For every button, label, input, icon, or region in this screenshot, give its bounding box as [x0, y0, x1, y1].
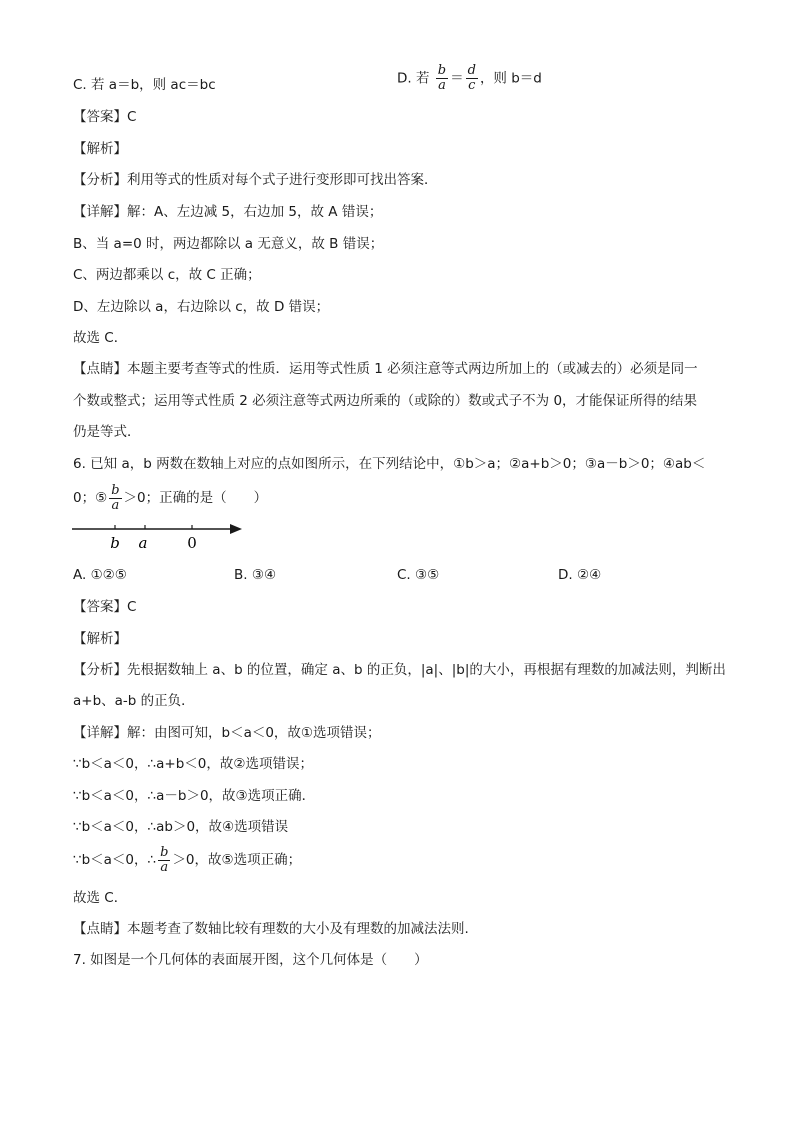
- label-a: a: [138, 534, 148, 552]
- q5-detail-d: D、左边除以 a，右边除以 c，故 D 错误；: [73, 299, 330, 315]
- comment-tag: 【点睛】: [73, 361, 127, 377]
- detail-text: 解：A、左边减 5，右边加 5，故 A 错误；: [127, 204, 383, 220]
- fraction-numerator: b: [111, 482, 120, 498]
- q5-option-d-fraction-1: [436, 64, 448, 93]
- q5-answer: [73, 108, 136, 126]
- q6-stem-1: 6. 已知 a，b 两数在数轴上对应的点如图所示，在下列结论中，①b＞a；②a+b＞0；③a－b＞0；④ab＜: [73, 456, 706, 472]
- fraction-numerator: b: [160, 844, 169, 860]
- detail-text: 解：由图可知，b＜a＜0，故①选项错误；: [127, 725, 381, 741]
- q5-analysis: [73, 171, 438, 189]
- fraction-numerator: b: [437, 63, 447, 78]
- q6-option-a: A. ①②⑤: [73, 567, 127, 583]
- q5-option-d-prefix: D. 若: [397, 70, 434, 87]
- detail-tag: 【详解】: [73, 204, 127, 220]
- fraction-denominator: a: [160, 859, 169, 875]
- label-zero: 0: [187, 534, 197, 552]
- q6-detail: [73, 724, 381, 742]
- q5-conclusion: 故选 C．: [73, 330, 128, 346]
- q6-step-5b: ＞0，故⑤选项正确；: [172, 852, 302, 868]
- q6-step-2: ∵b＜a＜0，∴a+b＜0，故②选项错误；: [73, 756, 313, 772]
- q6-analysis-1: [73, 661, 726, 679]
- q5-option-d-suffix: ，则 b＝d: [479, 70, 542, 87]
- q6-step-4: ∵b＜a＜0，∴ab＞0，故④选项错误: [73, 819, 289, 835]
- answer-value: C: [127, 109, 137, 125]
- analysis-text: 先根据数轴上 a、b 的位置，确定 a、b 的正负，|a|、|b|的大小，再根据有理数的加减法则，判断出: [127, 662, 726, 678]
- q5-option-d-equals: ＝: [450, 70, 464, 87]
- fraction-denominator: a: [438, 78, 446, 93]
- analysis-tag: 【分析】: [73, 662, 127, 678]
- q5-detail: [73, 203, 382, 221]
- fraction-numerator: d: [467, 63, 476, 78]
- q6-option-c: C. ③⑤: [397, 567, 440, 583]
- q6-conclusion: 故选 C．: [73, 890, 128, 906]
- analysis-tag: 【分析】: [73, 172, 127, 188]
- q6-step-5: [73, 842, 301, 878]
- comment-text: 本题考查了数轴比较有理数的大小及有理数的加减法法则.: [127, 921, 469, 937]
- q6-jiexi-heading: 【解析】: [73, 631, 127, 647]
- q5-comment-3: 仍是等式．: [73, 424, 141, 440]
- q6-stem-2a: 0；⑤: [73, 490, 108, 506]
- answer-tag: 【答案】: [73, 599, 127, 615]
- q6-step-3: ∵b＜a＜0，∴a－b＞0，故③选项正确．: [73, 788, 316, 804]
- analysis-text: 利用等式的性质对每个式子进行变形即可找出答案．: [127, 172, 438, 188]
- fraction-denominator: a: [111, 497, 120, 513]
- q6-option-b: B. ③④: [234, 567, 277, 583]
- q5-detail-b: B、当 a=0 时，两边都除以 a 无意义，故 B 错误；: [73, 236, 384, 252]
- q5-option-d: [397, 64, 542, 93]
- q5-option-d-fraction-2: [466, 64, 478, 93]
- q6-step-5a: ∵b＜a＜0，∴: [73, 852, 157, 868]
- q6-stem-2: [73, 480, 267, 516]
- q6-answer: [73, 598, 136, 616]
- q6-option-d: D. ②④: [558, 567, 602, 583]
- q5-jiexi-heading: 【解析】: [73, 141, 127, 157]
- q6-stem-fraction: [109, 484, 121, 513]
- comment-text: 本题主要考查等式的性质．运用等式性质 1 必须注意等式两边所加上的（或减去的）必须是同一: [127, 361, 698, 377]
- answer-value: C: [127, 599, 137, 615]
- q7-stem: 7. 如图是一个几何体的表面展开图，这个几何体是（ ）: [73, 952, 428, 968]
- answer-tag: 【答案】: [73, 109, 127, 125]
- q6-step-5-fraction: [158, 846, 170, 875]
- q5-option-c: C. 若 a＝b，则 ac＝bc: [73, 77, 216, 93]
- q5-comment-2: 个数或整式；运用等式性质 2 必须注意等式两边所乘的（或除的）数或式子不为 0，才能保证所得的结果: [73, 393, 698, 409]
- detail-tag: 【详解】: [73, 725, 127, 741]
- q6-analysis-2: a+b、a-b 的正负．: [73, 693, 195, 709]
- q6-stem-2b: ＞0；正确的是（ ）: [123, 490, 268, 506]
- label-b: b: [110, 534, 120, 552]
- number-line-arrow: [230, 524, 242, 534]
- fraction-denominator: c: [468, 78, 476, 93]
- q6-comment: [73, 920, 469, 938]
- q6-number-line: [70, 518, 250, 558]
- comment-tag: 【点睛】: [73, 921, 127, 937]
- q5-comment-1: [73, 360, 698, 378]
- q5-detail-c: C、两边都乘以 c，故 C 正确；: [73, 267, 261, 283]
